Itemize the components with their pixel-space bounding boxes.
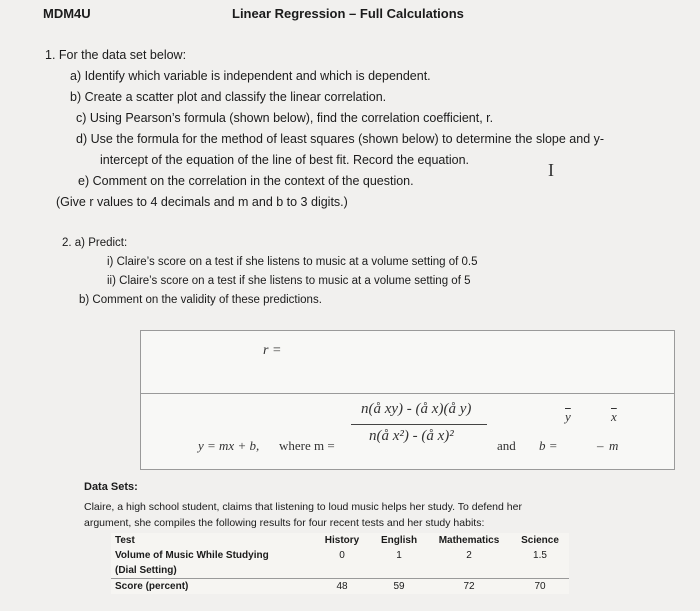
m-symbol: m: [609, 438, 619, 453]
page-title: Linear Regression – Full Calculations: [232, 6, 464, 21]
volume-label: Volume of Music While Studying: [115, 550, 269, 561]
header-english: English: [380, 535, 418, 546]
question-2-part-b: b) Comment on the validity of these predictions.: [79, 294, 322, 306]
slope-fraction: [349, 397, 499, 457]
question-1-note: (Give r values to 4 decimals and m and b to 3 digits.): [56, 195, 348, 209]
fraction-bar: [351, 424, 487, 425]
question-1: [45, 45, 604, 213]
course-code: MDM4U: [43, 6, 91, 21]
slope-numerator: n(å xy) - (å x)(å y): [361, 401, 472, 417]
score-mathematics: 72: [427, 579, 511, 595]
question-2: [62, 234, 478, 310]
volume-history: 0: [339, 550, 345, 561]
data-table: [111, 533, 569, 594]
question-1-part-e: e) Comment on the correlation in the context of the question.: [78, 174, 414, 188]
slope-denominator: n(å x²) - (å x)²: [369, 428, 454, 444]
header-science: Science: [521, 535, 559, 546]
where-m-label: where m =: [279, 438, 335, 453]
and-label: and: [497, 438, 516, 453]
question-2-intro: 2. a) Predict:: [62, 237, 128, 249]
score-english: 59: [371, 579, 427, 595]
question-1-part-b: b) Create a scatter plot and classify the linear correlation.: [70, 90, 387, 104]
volume-mathematics: 2: [466, 550, 472, 561]
text-cursor-icon: I: [548, 160, 554, 180]
minus-sign: –: [597, 438, 604, 453]
table-row: [111, 579, 569, 595]
table-row: [111, 548, 569, 563]
question-2-item-ii: ii) Claire’s score on a test if she listens to music at a volume setting of 5: [107, 275, 471, 287]
score-science: 70: [511, 579, 569, 595]
volume-english: 1: [396, 550, 402, 561]
r-label: r =: [263, 343, 282, 358]
data-sets-heading: Data Sets:: [84, 481, 138, 493]
description-line-1: Claire, a high school student, claims that listening to loud music helps her study. To defend her: [84, 501, 522, 513]
question-2-item-i: i) Claire’s score on a test if she listens to music at a volume setting of 0.5: [107, 256, 478, 268]
header-history: History: [324, 535, 360, 546]
header-test: Test: [115, 535, 135, 546]
x-bar: $\overline{x}$: [611, 409, 617, 424]
b-label: b =: [539, 438, 558, 453]
score-history: 48: [313, 579, 371, 595]
line-equation: y = mx + b,: [198, 438, 260, 453]
y-bar: $\overline{y}$: [565, 409, 571, 424]
score-label: Score (percent): [111, 579, 313, 595]
question-1-part-d: d) Use the formula for the method of least squares (shown below) to determine the slope and y-: [76, 132, 605, 146]
table-header-row: [111, 533, 569, 548]
volume-science: 1.5: [533, 550, 547, 561]
question-1-part-c: c) Using Pearson’s formula (shown below), find the correlation coefficient, r.: [76, 111, 494, 125]
question-1-part-a: a) Identify which variable is independent and which is dependent.: [70, 69, 431, 83]
description-line-2: argument, she compiles the following results for four recent tests and her study habits:: [84, 517, 485, 529]
volume-label-cont: (Dial Setting): [115, 565, 177, 576]
header-mathematics: Mathematics: [438, 535, 500, 546]
question-1-intro: 1. For the data set below:: [45, 48, 187, 62]
formula-box: [140, 330, 675, 470]
pearson-formula-row: [141, 331, 674, 394]
table-row: [111, 563, 569, 579]
data-sets-description: [84, 499, 522, 531]
question-1-part-d-cont: intercept of the equation of the line of best fit. Record the equation.: [100, 153, 469, 167]
